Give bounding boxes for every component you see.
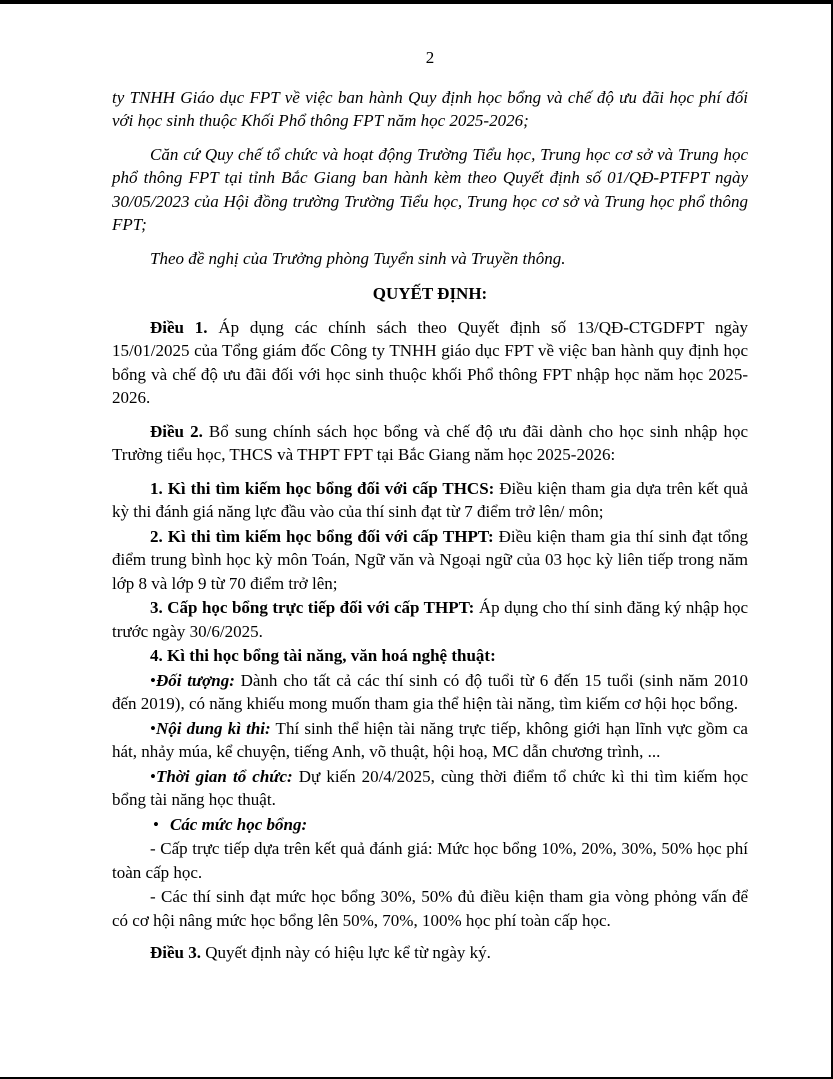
article-dieu-3-text: Quyết định này có hiệu lực kể từ ngày ký. <box>201 943 491 962</box>
intro-paragraph-1: ty TNHH Giáo dục FPT về việc ban hành Quy định học bổng và chế độ ưu đãi học phí đối với học sinh thuộc Khối Phổ thông FPT năm học 2025-2026; <box>112 87 748 130</box>
article-dieu-3-label: Điều 3. <box>150 943 201 962</box>
decision-heading: QUYẾT ĐỊNH: <box>372 284 488 303</box>
bullet-item-doi-tuong-text: Dành cho tất cả các thí sinh có độ tuổi từ 6 đến 15 tuổi (sinh năm 2010 đến 2019), có năng khiếu mong muốn tham gia thể hiện tài năng, tìm kiếm cơ hội học bổng. <box>112 670 748 713</box>
numbered-item-2 <box>112 525 748 596</box>
numbered-item-4 <box>112 644 748 668</box>
dash-item-1: - Cấp trực tiếp dựa trên kết quả đánh giá: Mức học bổng 10%, 20%, 30%, 50% học phí toàn cấp học. <box>112 839 748 882</box>
numbered-item-3 <box>112 596 748 643</box>
article-dieu-1-label: Điều 1. <box>150 317 208 337</box>
intro-paragraph-2: Căn cứ Quy chế tổ chức và hoạt động Trường Tiểu học, Trung học cơ sở và Trung học phổ thông FPT tại tỉnh Bắc Giang ban hành kèm theo Quyết định số 01/QĐ-PTFPT ngày 30/05/2023 của Hội đồng trường Trường Tiểu học, Trung học cơ sở và Trung học phổ thông FPT; <box>112 144 748 234</box>
bullet-item-thoi-gian-label: Thời gian tổ chức: <box>155 766 293 786</box>
page-content <box>112 4 748 965</box>
bullet-item-noi-dung-label: Nội dung kì thi: <box>155 718 271 738</box>
bullet-icon: • <box>150 670 156 690</box>
bullet-icon: • <box>150 766 156 786</box>
bullet-item-cac-muc-label: Các mức học bổng: <box>169 814 308 834</box>
numbered-item-3-text: Áp dụng cho thí sinh đăng ký nhập học trước ngày 30/6/2025. <box>112 598 749 641</box>
numbered-item-2-text: Điều kiện tham gia thí sinh đạt tổng điểm trung bình học kỳ môn Toán, Ngữ văn và Ngoại ngữ của 03 học kỳ liên tiếp trong năm lớp 8 và lớp 9 từ 70 điểm trở lên; <box>112 526 748 593</box>
article-dieu-1 <box>112 316 748 410</box>
article-dieu-3 <box>112 941 748 965</box>
dash-item-2: - Các thí sinh đạt mức học bổng 30%, 50% đủ điều kiện tham gia vòng phỏng vấn để có cơ hội nâng mức học bổng lên 50%, 70%, 100% học phí toàn cấp học. <box>112 887 748 930</box>
article-dieu-2 <box>112 420 748 467</box>
bullet-item-cac-muc <box>112 813 748 837</box>
numbered-item-1-text: Điều kiện tham gia dựa trên kết quả kỳ thi đánh giá năng lực đầu vào của thí sinh đạt từ 7 điểm trở lên/ môn; <box>112 478 748 521</box>
bullet-icon: • <box>150 718 156 738</box>
bullet-item-noi-dung-text: Thí sinh thể hiện tài năng trực tiếp, không giới hạn lĩnh vực gồm ca hát, nhảy múa, kể chuyện, tiếng Anh, võ thuật, hội hoạ, MC dẫn chương trình, ... <box>112 718 748 761</box>
article-dieu-2-text: Bổ sung chính sách học bổng và chế độ ưu đãi dành cho học sinh nhập học Trường tiểu học, THCS và THPT FPT tại Bắc Giang năm học 2025-2026: <box>112 421 748 464</box>
bullet-item-doi-tuong <box>112 669 748 716</box>
bullet-item-noi-dung <box>112 717 748 764</box>
intro-paragraph-3: Theo đề nghị của Trưởng phòng Tuyển sinh và Truyền thông. <box>150 248 566 268</box>
numbered-item-1 <box>112 477 748 524</box>
bullet-item-thoi-gian <box>112 765 748 812</box>
bullet-item-thoi-gian-text: Dự kiến 20/4/2025, cùng thời điểm tổ chức kì thi tìm kiếm học bổng tài năng học thuật. <box>112 766 748 809</box>
numbered-item-1-label: 1. Kì thi tìm kiếm học bổng đối với cấp THCS: <box>150 478 495 498</box>
bullet-item-doi-tuong-label: Đối tượng: <box>155 670 235 690</box>
numbered-item-2-label: 2. Kì thi tìm kiếm học bổng đối với cấp THPT: <box>150 526 494 546</box>
bullet-icon: • <box>153 814 159 834</box>
numbered-item-4-label: 4. Kì thi học bổng tài năng, văn hoá nghệ thuật: <box>150 646 496 665</box>
page-number: 2 <box>425 48 435 67</box>
article-dieu-1-text: Áp dụng các chính sách theo Quyết định số 13/QĐ-CTGDFPT ngày 15/01/2025 của Tổng giám đốc Công ty TNHH giáo dục FPT về việc ban hành quy định học bổng và chế độ ưu đãi đối với học sinh thuộc khối Phổ thông FPT nhập học năm học 2025-2026. <box>112 317 748 407</box>
article-dieu-2-label: Điều 2. <box>150 421 203 441</box>
numbered-item-3-label: 3. Cấp học bổng trực tiếp đối với cấp THPT: <box>150 598 475 617</box>
